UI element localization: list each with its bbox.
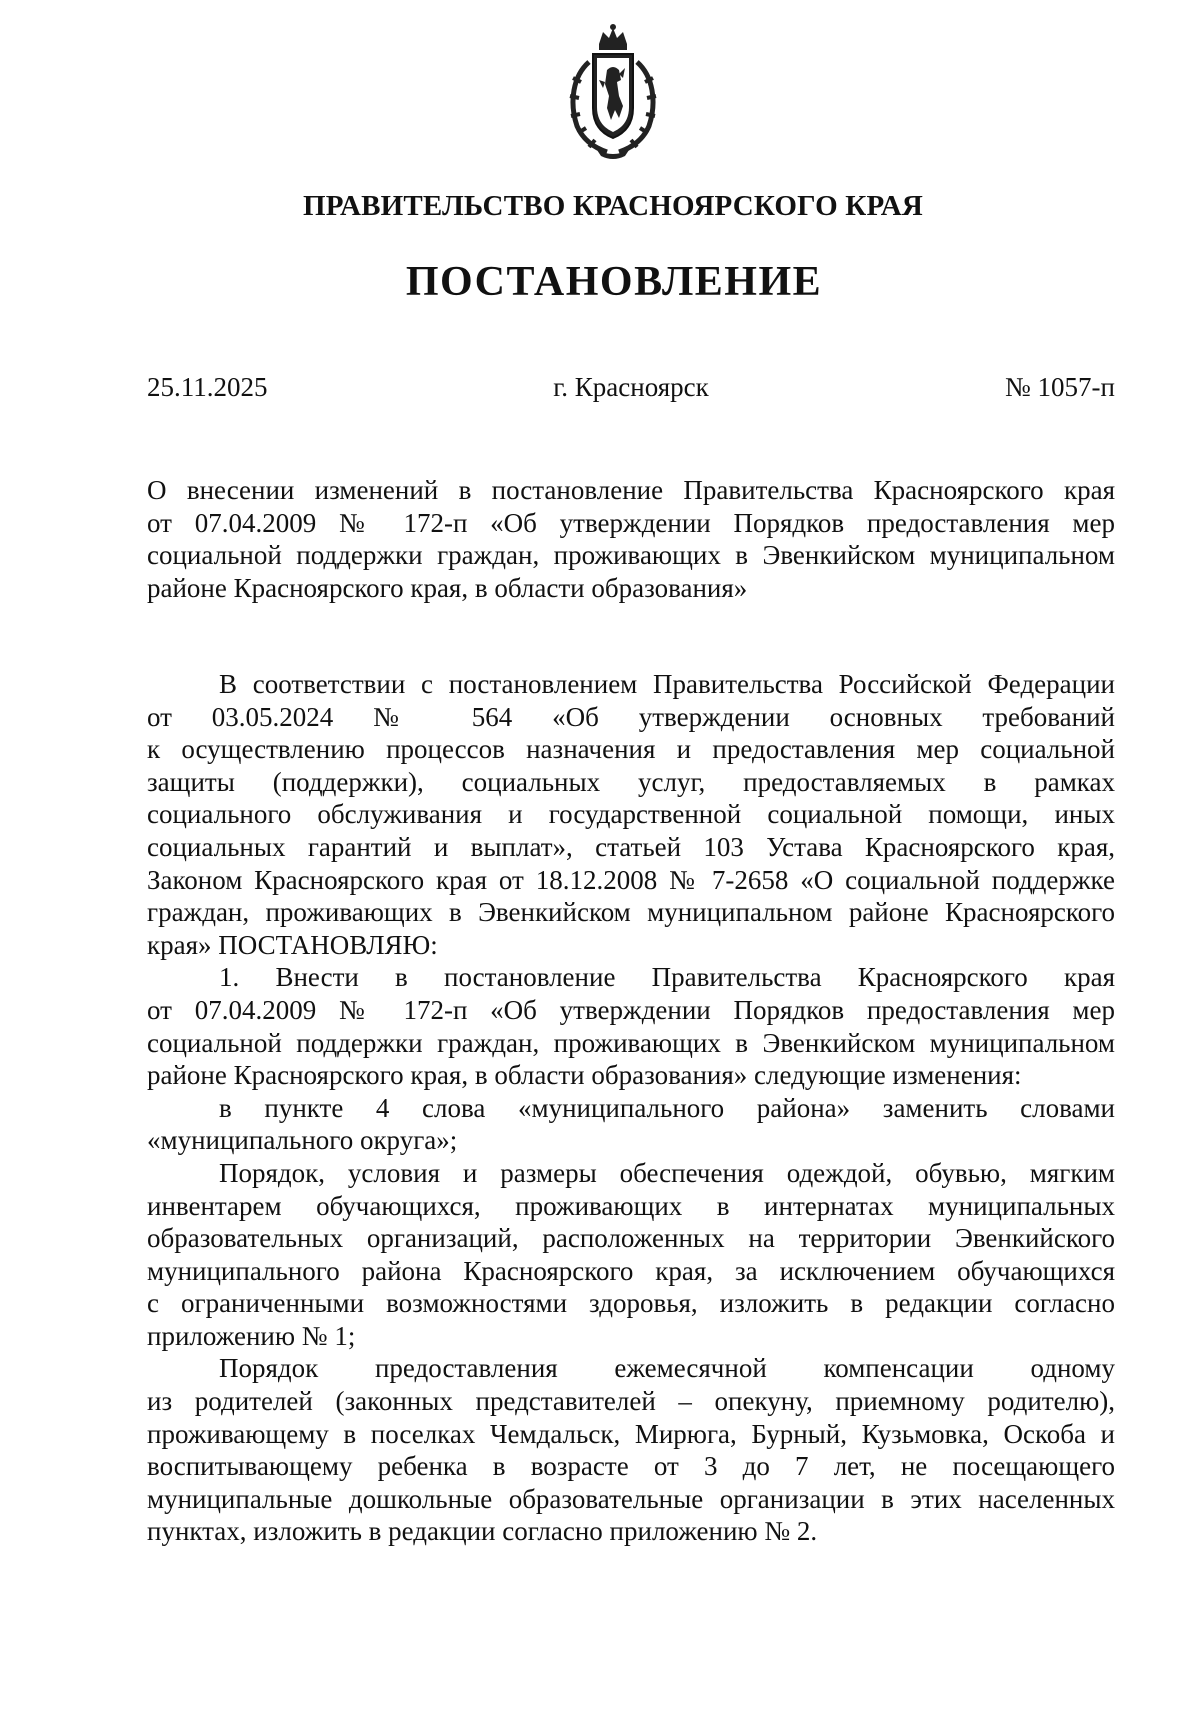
body-line: края» ПОСТАНОВЛЯЮ: [147, 929, 438, 960]
body-line: от 07.04.2009 № 172-п «Об утверждении Порядков предоставления мер [147, 994, 1115, 1025]
heading-line: социальной поддержки граждан, проживающих в Эвенкийском муниципальном [147, 540, 1115, 571]
document-meta-row [147, 372, 1115, 408]
document-number: № 1057-п [1005, 372, 1115, 402]
body-line: муниципальные дошкольные образовательные организации в этих населенных [147, 1483, 1115, 1514]
body-line: пунктах, изложить в редакции согласно приложению № 2. [147, 1516, 818, 1547]
body-line: В соответствии с постановлением Правительства Российской Федерации [219, 669, 1115, 699]
body-line: Порядок предоставления ежемесячной компенсации одному [219, 1353, 1115, 1384]
body-line: защиты (поддержки), социальных услуг, предоставляемых в рамках [147, 766, 1115, 797]
document-date: 25.11.2025 [147, 372, 268, 402]
body-line: социального обслуживания и государственной социальной помощи, иных [147, 799, 1115, 830]
body-line: проживающему в поселках Чемдальск, Мирюга, Бурный, Кузьмовка, Оскоба и [147, 1418, 1115, 1449]
government-title: ПРАВИТЕЛЬСТВО КРАСНОЯРСКОГО КРАЯ [302, 190, 924, 222]
document-body [147, 668, 1115, 1548]
document-city: г. Красноярск [553, 372, 709, 402]
body-line: приложению № 1; [147, 1320, 356, 1351]
heading-line: от 07.04.2009 № 172-п «Об утверждении Порядков предоставления мер [147, 507, 1115, 538]
body-line: социальных гарантий и выплат», статьей 103 Устава Красноярского края, [147, 831, 1115, 862]
body-line: районе Красноярского края, в области образования» следующие изменения: [147, 1060, 1022, 1091]
body-line: социальной поддержки граждан, проживающих в Эвенкийском муниципальном [147, 1027, 1115, 1058]
body-line: Законом Красноярского края от 18.12.2008 № 7-2658 «О социальной поддержке [147, 864, 1115, 895]
body-line: Порядок, условия и размеры обеспечения одеждой, обувью, мягким [219, 1157, 1115, 1188]
body-line: граждан, проживающих в Эвенкийском муниципальном районе Красноярского [147, 897, 1115, 928]
body-line: из родителей (законных представителей – опекуну, приемному родителю), [147, 1386, 1115, 1417]
body-line: с ограниченными возможностями здоровья, изложить в редакции согласно [147, 1288, 1115, 1319]
body-line: «муниципального округа»; [147, 1125, 458, 1156]
coat-of-arms-icon [559, 22, 667, 160]
heading-line: районе Красноярского края, в области образования» [147, 572, 748, 603]
document-heading [147, 474, 1115, 604]
body-line: образовательных организаций, расположенных на территории Эвенкийского [147, 1223, 1115, 1254]
heading-line: О внесении изменений в постановление Правительства Красноярского края [147, 475, 1115, 505]
body-line: в пункте 4 слова «муниципального района» заменить словами [219, 1092, 1115, 1123]
body-line: воспитывающему ребенка в возрасте от 3 до 7 лет, не посещающего [147, 1451, 1115, 1482]
body-line: к осуществлению процессов назначения и предоставления мер социальной [147, 734, 1115, 765]
body-line: муниципального района Красноярского края, за исключением обучающихся [147, 1255, 1115, 1286]
body-line: инвентарем обучающихся, проживающих в интернатах муниципальных [147, 1190, 1115, 1221]
body-line: от 03.05.2024 № 564 «Об утверждении основных требований [147, 701, 1115, 732]
body-line: 1. Внести в постановление Правительства Красноярского края [219, 962, 1115, 993]
document-type-title: ПОСТАНОВЛЕНИЕ [405, 259, 823, 305]
